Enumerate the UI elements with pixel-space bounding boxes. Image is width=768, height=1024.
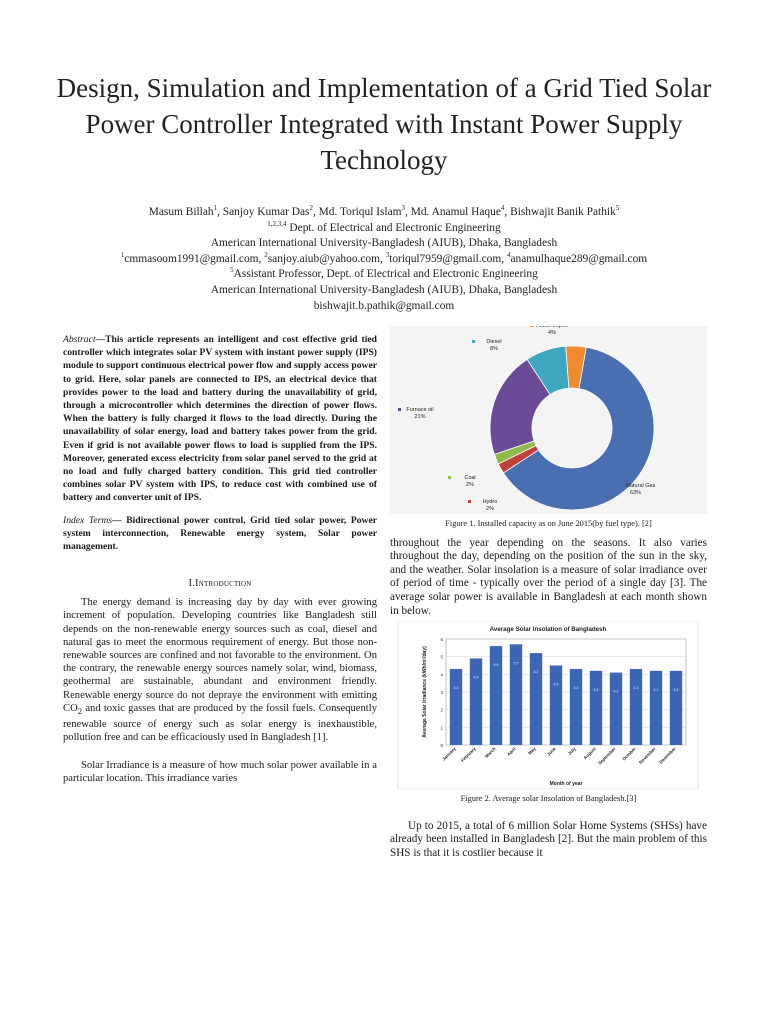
author-name: Masum Billah	[148, 206, 214, 218]
pie-label-value: 2%	[466, 482, 474, 488]
pie-label-marker	[472, 340, 475, 343]
author-name: Md. Toriqul Islam	[318, 206, 402, 218]
bar-chart-title: Average Solar Insolation of Bangladesh	[489, 626, 607, 634]
bar-september	[610, 673, 622, 745]
bar-value-label: 4.2	[673, 687, 679, 692]
affiliation-2-dept	[40, 267, 728, 283]
y-tick-label: 2	[440, 707, 443, 713]
pie-label-value: 21%	[414, 414, 426, 420]
pie-label-value: 2%	[486, 506, 494, 512]
abstract-body: This article represents an intelligent and cost effective grid tied controller which integrates solar PV system with instant power supply (IPS) module to support continuous electrical power flow and supply access power to grid. Here, solar panels are connected to IPS, an electrical device that provides power to the load and battery during the unavailability of grid, through a microcontroller which determines the direction of power flows. When the battery is fully charged it flows to the load directly. During the unavailability of solar energy, load and battery takes power from the grid. Even if grid is not available power flows to load is supplied from the IPS. Moreover, generated excess electricity from solar panel served to the grid at no load and fully charged battery condition. This grid tied controller combines solar PV system with IPS, to reduce cost with combined use of battery and converter unit of IPS.	[63, 334, 377, 504]
intro-p1-sub: 2	[77, 706, 83, 716]
intro-paragraph-2: Solar Irradiance is a measure of how much solar power available in a particular location. This irradiance varies	[63, 759, 377, 784]
bar-value-label: 4.3	[633, 686, 639, 691]
y-tick-label: 4	[440, 672, 443, 678]
figure-1-caption: Figure 1. Installed capacity as on June 2015(by fuel type). [2]	[445, 519, 652, 528]
intro-paragraph-1	[63, 596, 377, 744]
email: anamulhaque289@gmail.com	[510, 252, 648, 265]
y-tick-label: 1	[440, 725, 443, 731]
x-tick-label: June	[545, 746, 557, 758]
y-tick-label: 0	[440, 743, 443, 749]
x-tick-label: January	[441, 746, 457, 762]
bar-december	[670, 671, 682, 745]
x-tick-label: July	[566, 746, 577, 757]
affil-dept-text: Dept. of Electrical and Electronic Engineering	[289, 221, 501, 234]
y-axis-label: Average Solar Irradiance (kWh/m²/day)	[422, 646, 428, 738]
x-tick-label: May	[527, 746, 537, 756]
email-sup: 1	[120, 250, 125, 259]
pie-label-value: 8%	[490, 346, 498, 352]
bar-value-label: 5.6	[493, 663, 499, 668]
affiliation-2-univ: American International University-Bangladesh (AIUB), Dhaka, Bangladesh	[210, 283, 558, 296]
x-axis-label: Month of year	[549, 781, 583, 788]
pie-label-marker	[448, 476, 451, 479]
index-terms-lead: Index Terms	[63, 514, 113, 526]
bar-july	[570, 669, 582, 745]
paper-title: Design, Simulation and Implementation of a Grid Tied Solar Power Controller Integrated with Instant Power Supply Technology	[56, 73, 712, 175]
intro-p1-b: and toxic gasses that are produced by the fossil fuels. Consequently renewable source of energy such as solar energy is inexhaustible, pollution free and can be efficaciously used in Bangladesh [1].	[63, 702, 377, 744]
author-sup: 1	[213, 204, 218, 213]
email: cmmasoom1991@gmail.com	[124, 252, 259, 265]
bar-value-label: 4.3	[453, 686, 459, 691]
bar-value-label: 4.2	[593, 687, 599, 692]
pie-label-name: Coal	[464, 475, 476, 481]
x-tick-label: August	[582, 746, 597, 761]
pie-label-marker	[398, 408, 401, 411]
bar-august	[590, 671, 602, 745]
bar-april	[510, 644, 522, 745]
author-sup: 4	[500, 204, 505, 213]
email: toriqul7959@gmail.com	[389, 252, 502, 265]
x-tick-label: October	[621, 746, 637, 762]
author-name: Bishwajit Banik Pathik	[510, 206, 616, 218]
bar-value-label: 5.2	[533, 670, 539, 675]
author-name: Md. Anamul Haque	[410, 206, 501, 218]
bar-value-label: 4.5	[553, 682, 559, 687]
bar-november	[650, 671, 662, 745]
x-tick-label: December	[658, 746, 677, 765]
affiliation-dept	[40, 221, 728, 237]
right-column	[390, 326, 707, 861]
author-sup: 3	[401, 204, 406, 213]
abstract-lead: Abstract	[63, 334, 96, 345]
y-tick-label: 6	[440, 637, 443, 643]
pie-label-name: Diesel	[486, 339, 502, 345]
bar-chart	[390, 621, 707, 789]
bar-value-label: 4.2	[653, 687, 659, 692]
abstract-dash: —	[95, 334, 106, 345]
intro-p1-a: The energy demand is increasing day by day with ever growing increment of population. Developing countries like Bangladesh still depends on the non-renewable energy sources such as coal, diesel and natural gas to meet the enormous requirement of energy. But those non-renewable sources are confined and not favorable to the environment. On the contrary, the renewable energy sources namely solar, wind, biomass, geothermal are sustainable, abundant and environment friendly. Renewable energy source do not depraye the environment with emitting CO	[63, 597, 377, 714]
email-sup: 4	[506, 250, 511, 259]
author-sup: 5	[615, 204, 620, 213]
pie-label-name: Natural Gas	[626, 483, 656, 489]
index-terms-body: Bidirectional power control, Grid tied solar power, Power system interconnection, Renewable energy system, Solar power management.	[63, 514, 377, 553]
authors-line: Masum Billah$^1$, Sanjoy Kumar Das$^2$, Md. Toriqul Islam$^3$, Md. Anamul Haque$^4$, Bishwajit Banik Pathik$^5$	[148, 204, 620, 218]
right-paragraph-1: throughout the year depending on the seasons. It also varies throughout the day, depending on the position of the sun in the sky, and the weather. Solar insolation is a measure of solar irradiance over of period of time - typically over the period of a single day [3]. The average solar power is available in Bangladesh at each month shown in below.	[390, 536, 707, 617]
affil-sup: 1,2,3,4	[267, 219, 287, 228]
figure-2	[390, 621, 707, 789]
bar-january	[450, 669, 462, 745]
email: sanjoy.aiub@yahoo.com	[267, 252, 380, 265]
index-terms-dash: —	[112, 514, 127, 526]
pie-label-marker	[468, 500, 471, 503]
pie-label-name: Power Import	[535, 326, 569, 329]
affiliation-univ: American International University-Bangladesh (AIUB), Dhaka, Bangladesh	[210, 237, 558, 250]
right-paragraph-2: Up to 2015, a total of 6 million Solar Home Systems (SHSs) have already been installed in Bangladesh [2]. But the main problem of this SHS is that it is costlier because it	[390, 819, 707, 859]
author-sup: 2	[309, 204, 313, 213]
bar-february	[470, 659, 482, 746]
bar-october	[630, 669, 642, 745]
email-sup: 3	[385, 250, 390, 259]
x-tick-label: March	[484, 746, 497, 760]
left-column	[63, 333, 377, 785]
x-tick-label: November	[637, 746, 657, 766]
affil-dept-text: Assistant Professor, Dept. of Electrical and Electronic Engineering	[233, 268, 538, 281]
pie-label-value: 4%	[548, 330, 556, 336]
pie-label-name: Hydro	[482, 499, 498, 505]
y-tick-label: 5	[440, 654, 443, 660]
abstract	[63, 333, 377, 505]
affil-sup: 5	[230, 266, 234, 275]
pie-chart	[390, 326, 707, 514]
index-terms	[63, 514, 377, 554]
section-heading-introduction: I.Introduction	[188, 577, 252, 589]
pie-label-marker	[620, 484, 623, 487]
bar-value-label: 4.9	[473, 675, 479, 680]
pie-label-name: Furnace oil	[406, 407, 434, 413]
pie-label-value: 63%	[630, 490, 642, 496]
bar-value-label: 4.1	[613, 689, 619, 694]
bar-march	[490, 646, 502, 745]
author-name: Sanjoy Kumar Das	[222, 206, 310, 218]
affiliation-2-email: bishwajit.b.pathik@gmail.com	[313, 299, 455, 312]
author-block	[40, 205, 728, 314]
y-tick-label: 3	[440, 690, 443, 696]
figure-2-caption: Figure 2. Average solar Insolation of Bangladesh.[3]	[460, 794, 637, 804]
figure-1	[390, 326, 707, 514]
bar-value-label: 5.7	[513, 661, 519, 666]
bar-value-label: 4.3	[573, 686, 579, 691]
x-tick-label: September	[597, 746, 617, 766]
x-tick-label: February	[459, 746, 477, 764]
bar-june	[550, 666, 562, 746]
email-line: $^1$cmmasoom1991@gmail.com, $^2$sanjoy.aiub@yahoo.com, $^3$toriqul7959@gmail.com, $^4$anamulhaque289@gmail.com	[120, 250, 648, 265]
x-tick-label: April	[506, 746, 517, 757]
bar-may	[530, 653, 542, 745]
email-sup: 2	[264, 250, 268, 259]
pie-label-marker	[530, 326, 533, 327]
